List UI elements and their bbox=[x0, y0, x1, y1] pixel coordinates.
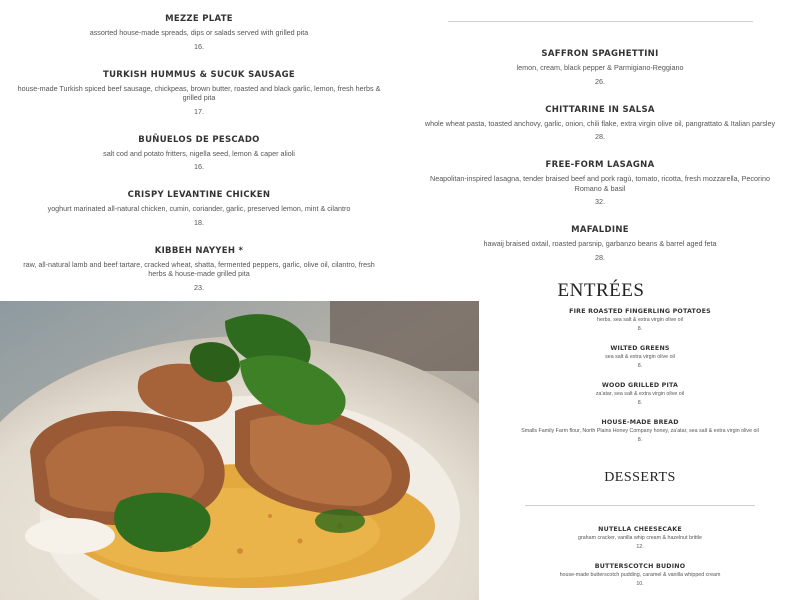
item-price: 17. bbox=[194, 106, 204, 116]
item-desc: herbs, sea salt & extra virgin olive oil bbox=[597, 317, 683, 323]
entree-item bbox=[505, 419, 775, 443]
item-price: 18. bbox=[194, 217, 204, 227]
item-price: 23. bbox=[194, 282, 204, 292]
item-name: KIBBEH NAYYEH * bbox=[154, 245, 244, 256]
item-name: WOOD GRILLED PITA bbox=[601, 382, 679, 389]
item-name: SAFFRON SPAGHETTINI bbox=[541, 49, 659, 59]
item-desc: house-made Turkish spiced beef sausage, chickpeas, brown butter, roasted and black garlic, lemon, fresh herbs & grilled pita bbox=[17, 83, 381, 102]
item-price: 28. bbox=[595, 132, 605, 141]
item-price: 32. bbox=[595, 197, 605, 206]
menu-item-chicken bbox=[10, 190, 388, 227]
item-name: FIRE ROASTED FINGERLING POTATOES bbox=[569, 308, 711, 315]
entrees-heading: ENTRÉES bbox=[557, 280, 645, 301]
item-desc: house-made butterscotch pudding, caramel & vanilla whipped cream bbox=[559, 572, 721, 578]
top-divider bbox=[448, 21, 753, 22]
item-price: 16. bbox=[194, 41, 204, 51]
entrees-section bbox=[505, 308, 775, 456]
item-name: WILTED GREENS bbox=[610, 345, 670, 352]
menu-item-mezze bbox=[10, 14, 388, 51]
crispy-chicken-plate-photo bbox=[0, 301, 479, 600]
item-desc: Neapolitan-inspired lasagna, tender braised beef and pork ragù, tomato, ricotta, fresh mozzarella, Pecorino Romano & basil bbox=[430, 174, 770, 193]
item-name: FREE-FORM LASAGNA bbox=[545, 160, 655, 170]
item-desc: assorted house-made spreads, dips or salads served with grilled pita bbox=[89, 28, 309, 37]
menu-item-spaghettini bbox=[415, 49, 785, 86]
item-desc: hawaij braised oxtail, roasted parsnip, garbanzo beans & barrel aged feta bbox=[483, 239, 717, 248]
entree-item bbox=[505, 308, 775, 332]
item-desc: Smalls Family Farm flour, North Plains Honey Company honey, za'atar, sea salt & extra virgin olive oil bbox=[521, 428, 759, 434]
item-desc: za'atar, sea salt & extra virgin olive oil bbox=[595, 391, 685, 397]
entree-item bbox=[505, 382, 775, 406]
item-price: 12. bbox=[636, 544, 644, 550]
menu-item-kibbeh bbox=[10, 246, 388, 292]
item-name: NUTELLA CHEESECAKE bbox=[598, 526, 682, 533]
item-name: MEZZE PLATE bbox=[165, 14, 233, 24]
entree-item bbox=[505, 345, 775, 369]
menu-item-hummus bbox=[10, 70, 388, 116]
item-name: HOUSE-MADE BREAD bbox=[601, 419, 679, 426]
item-price: 8. bbox=[637, 326, 643, 332]
desserts-section bbox=[505, 526, 775, 600]
item-price: 10. bbox=[636, 581, 644, 587]
item-price: 8. bbox=[637, 363, 643, 369]
menu-item-mafaldine bbox=[415, 225, 785, 262]
item-price: 8. bbox=[637, 437, 643, 443]
desserts-divider bbox=[525, 505, 755, 506]
item-desc: graham cracker, vanilla whip cream & hazelnut brittle bbox=[578, 535, 702, 541]
item-desc: sea salt & extra virgin olive oil bbox=[605, 354, 675, 360]
item-name: MAFALDINE bbox=[571, 225, 629, 235]
dessert-item bbox=[505, 526, 775, 550]
item-price: 26. bbox=[595, 76, 605, 86]
item-name: CRISPY LEVANTINE CHICKEN bbox=[127, 190, 271, 200]
item-name: BUÑUELOS DE PESCADO bbox=[138, 134, 260, 145]
item-desc: raw, all-natural lamb and beef tartare, cracked wheat, shatta, fermented peppers, garlic, olive oil, cilantro, fresh herbs & house-made grilled pita bbox=[23, 259, 375, 278]
item-price: 28. bbox=[595, 252, 605, 262]
item-name: TURKISH HUMMUS & SUCUK SAUSAGE bbox=[102, 69, 295, 80]
item-desc: yoghurt marinated all-natural chicken, cumin, coriander, garlic, preserved lemon, mint & cilantro bbox=[47, 204, 351, 213]
menu-item-chittarine bbox=[415, 105, 785, 142]
menu-item-bunuelos bbox=[10, 135, 388, 172]
item-name: BUTTERSCOTCH BUDINO bbox=[594, 563, 686, 570]
desserts-heading: DESSERTS bbox=[604, 470, 676, 485]
pasta-column bbox=[415, 49, 785, 281]
item-desc: lemon, cream, black pepper & Parmigiano-Reggiano bbox=[516, 63, 684, 72]
item-name: CHITTARINE IN SALSA bbox=[545, 104, 655, 115]
item-price: 16. bbox=[194, 162, 204, 171]
item-desc: whole wheat pasta, toasted anchovy, garlic, onion, chili flake, extra virgin olive oil, pangrattato & Italian parsley bbox=[424, 118, 776, 128]
item-price: 8. bbox=[637, 400, 643, 406]
dessert-item bbox=[505, 563, 775, 587]
item-desc: salt cod and potato fritters, nigella seed, lemon & caper alioli bbox=[103, 148, 295, 158]
menu-item-lasagna bbox=[415, 160, 785, 206]
